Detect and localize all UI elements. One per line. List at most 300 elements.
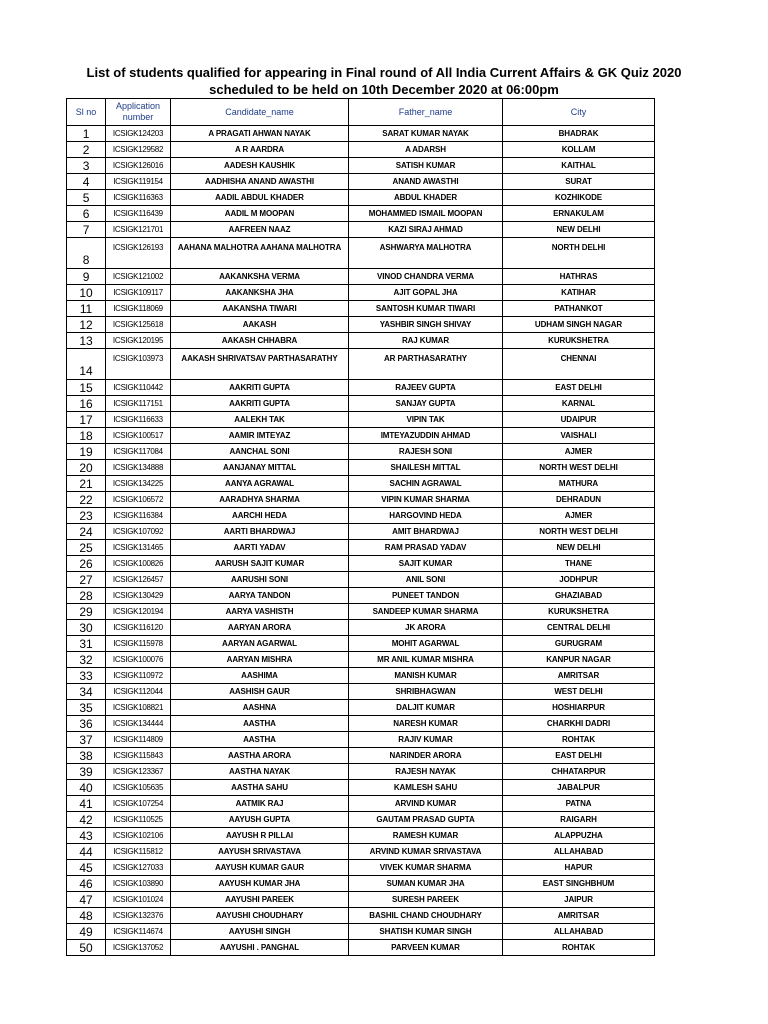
father-name-cell: MR ANIL KUMAR MISHRA: [349, 652, 503, 668]
city-cell: CHENNAI: [503, 349, 655, 380]
father-name-cell: SANTOSH KUMAR TIWARI: [349, 301, 503, 317]
father-name-cell: RAJ KUMAR: [349, 333, 503, 349]
sl-no-cell: 42: [67, 812, 106, 828]
sl-no-cell: 48: [67, 908, 106, 924]
application-number-cell: ICSIGK121002: [106, 269, 171, 285]
candidate-name-cell: AASHIMA: [171, 668, 349, 684]
city-cell: JODHPUR: [503, 572, 655, 588]
father-name-cell: ASHWARYA MALHOTRA: [349, 238, 503, 269]
father-name-cell: HARGOVIND HEDA: [349, 508, 503, 524]
father-name-cell: MANISH KUMAR: [349, 668, 503, 684]
sl-no-cell: 9: [67, 269, 106, 285]
application-number-cell: ICSIGK107254: [106, 796, 171, 812]
sl-no-cell: 16: [67, 396, 106, 412]
application-number-cell: ICSIGK105635: [106, 780, 171, 796]
father-name-cell: VIVEK KUMAR SHARMA: [349, 860, 503, 876]
candidate-name-cell: AASHNA: [171, 700, 349, 716]
father-name-cell: AJIT GOPAL JHA: [349, 285, 503, 301]
sl-no-cell: 24: [67, 524, 106, 540]
city-cell: BHADRAK: [503, 126, 655, 142]
city-cell: GURUGRAM: [503, 636, 655, 652]
candidate-name-cell: AARCHI HEDA: [171, 508, 349, 524]
table-row: [67, 238, 655, 269]
application-number-cell: ICSIGK100076: [106, 652, 171, 668]
candidate-name-cell: AARYA TANDON: [171, 588, 349, 604]
sl-no-cell: 19: [67, 444, 106, 460]
table-row: [67, 572, 655, 588]
header-application-number: Application number: [106, 99, 171, 126]
table-row: [67, 190, 655, 206]
city-cell: NORTH DELHI: [503, 238, 655, 269]
candidate-name-cell: AAYUSH KUMAR JHA: [171, 876, 349, 892]
candidate-name-cell: AANYA AGRAWAL: [171, 476, 349, 492]
father-name-cell: BASHIL CHAND CHOUDHARY: [349, 908, 503, 924]
candidate-name-cell: AASTHA: [171, 716, 349, 732]
candidate-name-cell: AAYUSH R PILLAI: [171, 828, 349, 844]
city-cell: AJMER: [503, 508, 655, 524]
father-name-cell: KAMLESH SAHU: [349, 780, 503, 796]
sl-no-cell: 18: [67, 428, 106, 444]
city-cell: DEHRADUN: [503, 492, 655, 508]
candidate-name-cell: AASHISH GAUR: [171, 684, 349, 700]
candidate-name-cell: A PRAGATI AHWAN NAYAK: [171, 126, 349, 142]
father-name-cell: ARVIND KUMAR: [349, 796, 503, 812]
table-row: [67, 508, 655, 524]
table-row: [67, 174, 655, 190]
table-row: [67, 604, 655, 620]
sl-no-cell: 5: [67, 190, 106, 206]
city-cell: NEW DELHI: [503, 540, 655, 556]
candidate-name-cell: AARYA VASHISTH: [171, 604, 349, 620]
city-cell: ROHTAK: [503, 732, 655, 748]
city-cell: ALLAHABAD: [503, 924, 655, 940]
father-name-cell: RAMESH KUMAR: [349, 828, 503, 844]
table-row: [67, 748, 655, 764]
sl-no-cell: 20: [67, 460, 106, 476]
table-row: [67, 780, 655, 796]
city-cell: PATNA: [503, 796, 655, 812]
table-row: [67, 924, 655, 940]
sl-no-cell: 43: [67, 828, 106, 844]
table-row: [67, 349, 655, 380]
father-name-cell: VINOD CHANDRA VERMA: [349, 269, 503, 285]
table-row: [67, 380, 655, 396]
table-row: [67, 460, 655, 476]
candidate-name-cell: AAHANA MALHOTRA AAHANA MALHOTRA: [171, 238, 349, 269]
city-cell: RAIGARH: [503, 812, 655, 828]
city-cell: THANE: [503, 556, 655, 572]
city-cell: AJMER: [503, 444, 655, 460]
sl-no-cell: 23: [67, 508, 106, 524]
table-row: [67, 556, 655, 572]
sl-no-cell: 11: [67, 301, 106, 317]
candidate-name-cell: AARTI YADAV: [171, 540, 349, 556]
father-name-cell: NARINDER ARORA: [349, 748, 503, 764]
sl-no-cell: 44: [67, 844, 106, 860]
application-number-cell: ICSIGK120195: [106, 333, 171, 349]
table-row: [67, 844, 655, 860]
application-number-cell: ICSIGK118069: [106, 301, 171, 317]
application-number-cell: ICSIGK110972: [106, 668, 171, 684]
table-row: [67, 396, 655, 412]
table-row: [67, 588, 655, 604]
sl-no-cell: 33: [67, 668, 106, 684]
father-name-cell: A ADARSH: [349, 142, 503, 158]
candidate-name-cell: AAYUSH SRIVASTAVA: [171, 844, 349, 860]
table-row: [67, 428, 655, 444]
father-name-cell: VIPIN TAK: [349, 412, 503, 428]
city-cell: ERNAKULAM: [503, 206, 655, 222]
father-name-cell: NARESH KUMAR: [349, 716, 503, 732]
sl-no-cell: 31: [67, 636, 106, 652]
table-body: [67, 126, 655, 956]
candidate-name-cell: AARUSH SAJIT KUMAR: [171, 556, 349, 572]
table-row: [67, 764, 655, 780]
table-row: [67, 876, 655, 892]
sl-no-cell: 27: [67, 572, 106, 588]
sl-no-cell: 45: [67, 860, 106, 876]
father-name-cell: YASHBIR SINGH SHIVAY: [349, 317, 503, 333]
sl-no-cell: 6: [67, 206, 106, 222]
application-number-cell: ICSIGK117151: [106, 396, 171, 412]
table-row: [67, 668, 655, 684]
table-row: [67, 860, 655, 876]
city-cell: SURAT: [503, 174, 655, 190]
father-name-cell: MOHAMMED ISMAIL MOOPAN: [349, 206, 503, 222]
header-candidate-name: Candidate_name: [171, 99, 349, 126]
city-cell: MATHURA: [503, 476, 655, 492]
application-number-cell: ICSIGK103890: [106, 876, 171, 892]
application-number-cell: ICSIGK129582: [106, 142, 171, 158]
father-name-cell: SHAILESH MITTAL: [349, 460, 503, 476]
candidate-name-cell: AAYUSHI . PANGHAL: [171, 940, 349, 956]
table-row: [67, 269, 655, 285]
candidate-name-cell: AARYAN ARORA: [171, 620, 349, 636]
application-number-cell: ICSIGK100517: [106, 428, 171, 444]
city-cell: NEW DELHI: [503, 222, 655, 238]
city-cell: KARNAL: [503, 396, 655, 412]
application-number-cell: ICSIGK123367: [106, 764, 171, 780]
application-number-cell: ICSIGK115978: [106, 636, 171, 652]
candidate-name-cell: AASTHA: [171, 732, 349, 748]
application-number-cell: ICSIGK126193: [106, 238, 171, 269]
father-name-cell: ABDUL KHADER: [349, 190, 503, 206]
application-number-cell: ICSIGK117084: [106, 444, 171, 460]
candidate-name-cell: AADESH KAUSHIK: [171, 158, 349, 174]
city-cell: HOSHIARPUR: [503, 700, 655, 716]
city-cell: ALAPPUZHA: [503, 828, 655, 844]
city-cell: NORTH WEST DELHI: [503, 524, 655, 540]
city-cell: NORTH WEST DELHI: [503, 460, 655, 476]
application-number-cell: ICSIGK102106: [106, 828, 171, 844]
candidate-name-cell: AAYUSHI SINGH: [171, 924, 349, 940]
application-number-cell: ICSIGK120194: [106, 604, 171, 620]
application-number-cell: ICSIGK131465: [106, 540, 171, 556]
sl-no-cell: 13: [67, 333, 106, 349]
application-number-cell: ICSIGK119154: [106, 174, 171, 190]
candidate-name-cell: AAKASH CHHABRA: [171, 333, 349, 349]
father-name-cell: PARVEEN KUMAR: [349, 940, 503, 956]
application-number-cell: ICSIGK134225: [106, 476, 171, 492]
table-row: [67, 684, 655, 700]
header-father-name: Father_name: [349, 99, 503, 126]
city-cell: CHHATARPUR: [503, 764, 655, 780]
father-name-cell: ANIL SONI: [349, 572, 503, 588]
candidate-name-cell: AAYUSHI PAREEK: [171, 892, 349, 908]
table-row: [67, 732, 655, 748]
father-name-cell: RAJESH NAYAK: [349, 764, 503, 780]
table-row: [67, 940, 655, 956]
application-number-cell: ICSIGK100826: [106, 556, 171, 572]
father-name-cell: SATISH KUMAR: [349, 158, 503, 174]
sl-no-cell: 3: [67, 158, 106, 174]
father-name-cell: SANDEEP KUMAR SHARMA: [349, 604, 503, 620]
table-row: [67, 222, 655, 238]
table-row: [67, 716, 655, 732]
candidate-name-cell: AAKANSHA TIWARI: [171, 301, 349, 317]
sl-no-cell: 35: [67, 700, 106, 716]
sl-no-cell: 14: [67, 349, 106, 380]
father-name-cell: KAZI SIRAJ AHMAD: [349, 222, 503, 238]
candidate-name-cell: AALEKH TAK: [171, 412, 349, 428]
sl-no-cell: 37: [67, 732, 106, 748]
city-cell: JAIPUR: [503, 892, 655, 908]
application-number-cell: ICSIGK134444: [106, 716, 171, 732]
sl-no-cell: 41: [67, 796, 106, 812]
father-name-cell: RAJEEV GUPTA: [349, 380, 503, 396]
application-number-cell: ICSIGK101024: [106, 892, 171, 908]
father-name-cell: SURESH PAREEK: [349, 892, 503, 908]
candidate-name-cell: AASTHA NAYAK: [171, 764, 349, 780]
sl-no-cell: 34: [67, 684, 106, 700]
candidate-name-cell: AAKANKSHA VERMA: [171, 269, 349, 285]
application-number-cell: ICSIGK112044: [106, 684, 171, 700]
sl-no-cell: 29: [67, 604, 106, 620]
table-row: [67, 908, 655, 924]
father-name-cell: SAJIT KUMAR: [349, 556, 503, 572]
application-number-cell: ICSIGK106572: [106, 492, 171, 508]
sl-no-cell: 12: [67, 317, 106, 333]
city-cell: UDHAM SINGH NAGAR: [503, 317, 655, 333]
candidate-name-cell: AAFREEN NAAZ: [171, 222, 349, 238]
city-cell: KANPUR NAGAR: [503, 652, 655, 668]
sl-no-cell: 50: [67, 940, 106, 956]
sl-no-cell: 38: [67, 748, 106, 764]
table-row: [67, 285, 655, 301]
table-row: [67, 158, 655, 174]
application-number-cell: ICSIGK126457: [106, 572, 171, 588]
sl-no-cell: 40: [67, 780, 106, 796]
table-row: [67, 636, 655, 652]
application-number-cell: ICSIGK107092: [106, 524, 171, 540]
city-cell: JABALPUR: [503, 780, 655, 796]
sl-no-cell: 2: [67, 142, 106, 158]
city-cell: EAST SINGHBHUM: [503, 876, 655, 892]
father-name-cell: GAUTAM PRASAD GUPTA: [349, 812, 503, 828]
application-number-cell: ICSIGK121701: [106, 222, 171, 238]
sl-no-cell: 28: [67, 588, 106, 604]
table-row: [67, 412, 655, 428]
father-name-cell: SANJAY GUPTA: [349, 396, 503, 412]
father-name-cell: PUNEET TANDON: [349, 588, 503, 604]
sl-no-cell: 49: [67, 924, 106, 940]
father-name-cell: SUMAN KUMAR JHA: [349, 876, 503, 892]
table-row: [67, 892, 655, 908]
application-number-cell: ICSIGK110525: [106, 812, 171, 828]
father-name-cell: JK ARORA: [349, 620, 503, 636]
city-cell: KURUKSHETRA: [503, 333, 655, 349]
application-number-cell: ICSIGK116384: [106, 508, 171, 524]
city-cell: CENTRAL DELHI: [503, 620, 655, 636]
application-number-cell: ICSIGK132376: [106, 908, 171, 924]
city-cell: KOLLAM: [503, 142, 655, 158]
table-row: [67, 524, 655, 540]
city-cell: AMRITSAR: [503, 908, 655, 924]
table-row: [67, 796, 655, 812]
table-row: [67, 476, 655, 492]
father-name-cell: SHRIBHAGWAN: [349, 684, 503, 700]
application-number-cell: ICSIGK115812: [106, 844, 171, 860]
father-name-cell: RAJIV KUMAR: [349, 732, 503, 748]
application-number-cell: ICSIGK134888: [106, 460, 171, 476]
candidate-name-cell: AASTHA SAHU: [171, 780, 349, 796]
application-number-cell: ICSIGK114674: [106, 924, 171, 940]
application-number-cell: ICSIGK116633: [106, 412, 171, 428]
sl-no-cell: 32: [67, 652, 106, 668]
table-row: [67, 700, 655, 716]
application-number-cell: ICSIGK108821: [106, 700, 171, 716]
father-name-cell: SHATISH KUMAR SINGH: [349, 924, 503, 940]
father-name-cell: SACHIN AGRAWAL: [349, 476, 503, 492]
table-row: [67, 206, 655, 222]
table-header-row: [67, 99, 655, 126]
sl-no-cell: 26: [67, 556, 106, 572]
application-number-cell: ICSIGK109117: [106, 285, 171, 301]
table-row: [67, 828, 655, 844]
city-cell: HAPUR: [503, 860, 655, 876]
city-cell: KOZHIKODE: [503, 190, 655, 206]
father-name-cell: RAJESH SONI: [349, 444, 503, 460]
candidate-name-cell: AARUSHI SONI: [171, 572, 349, 588]
city-cell: KAITHAL: [503, 158, 655, 174]
application-number-cell: ICSIGK124203: [106, 126, 171, 142]
city-cell: ROHTAK: [503, 940, 655, 956]
sl-no-cell: 17: [67, 412, 106, 428]
candidate-name-cell: AARADHYA SHARMA: [171, 492, 349, 508]
table-row: [67, 620, 655, 636]
candidate-name-cell: AAKRITI GUPTA: [171, 380, 349, 396]
sl-no-cell: 4: [67, 174, 106, 190]
table-row: [67, 317, 655, 333]
candidate-name-cell: AAMIR IMTEYAZ: [171, 428, 349, 444]
table-row: [67, 333, 655, 349]
sl-no-cell: 39: [67, 764, 106, 780]
city-cell: EAST DELHI: [503, 380, 655, 396]
application-number-cell: ICSIGK114809: [106, 732, 171, 748]
application-number-cell: ICSIGK110442: [106, 380, 171, 396]
candidate-name-cell: AANCHAL SONI: [171, 444, 349, 460]
application-number-cell: ICSIGK137052: [106, 940, 171, 956]
application-number-cell: ICSIGK127033: [106, 860, 171, 876]
city-cell: PATHANKOT: [503, 301, 655, 317]
sl-no-cell: 22: [67, 492, 106, 508]
sl-no-cell: 7: [67, 222, 106, 238]
sl-no-cell: 25: [67, 540, 106, 556]
candidate-name-cell: AAYUSH GUPTA: [171, 812, 349, 828]
application-number-cell: ICSIGK130429: [106, 588, 171, 604]
city-cell: HATHRAS: [503, 269, 655, 285]
sl-no-cell: 30: [67, 620, 106, 636]
table-row: [67, 142, 655, 158]
city-cell: EAST DELHI: [503, 748, 655, 764]
father-name-cell: ANAND AWASTHI: [349, 174, 503, 190]
table-row: [67, 126, 655, 142]
title-line-1: List of students qualified for appearing in Final round of All India Current Affairs & GK Quiz 2020: [86, 65, 682, 80]
application-number-cell: ICSIGK116363: [106, 190, 171, 206]
father-name-cell: DALJIT KUMAR: [349, 700, 503, 716]
candidate-name-cell: AADIL ABDUL KHADER: [171, 190, 349, 206]
candidate-name-cell: AANJANAY MITTAL: [171, 460, 349, 476]
candidate-name-cell: AARYAN MISHRA: [171, 652, 349, 668]
application-number-cell: ICSIGK126016: [106, 158, 171, 174]
father-name-cell: VIPIN KUMAR SHARMA: [349, 492, 503, 508]
father-name-cell: RAM PRASAD YADAV: [349, 540, 503, 556]
father-name-cell: ARVIND KUMAR SRIVASTAVA: [349, 844, 503, 860]
candidate-name-cell: AAYUSH KUMAR GAUR: [171, 860, 349, 876]
candidate-name-cell: AAKASH: [171, 317, 349, 333]
table-row: [67, 301, 655, 317]
father-name-cell: AR PARTHASARATHY: [349, 349, 503, 380]
city-cell: UDAIPUR: [503, 412, 655, 428]
candidate-name-cell: AARTI BHARDWAJ: [171, 524, 349, 540]
city-cell: AMRITSAR: [503, 668, 655, 684]
table-row: [67, 540, 655, 556]
candidate-name-cell: AAKASH SHRIVATSAV PARTHASARATHY: [171, 349, 349, 380]
father-name-cell: SARAT KUMAR NAYAK: [349, 126, 503, 142]
table-row: [67, 652, 655, 668]
candidate-name-cell: AAKRITI GUPTA: [171, 396, 349, 412]
sl-no-cell: 36: [67, 716, 106, 732]
candidate-name-cell: AATMIK RAJ: [171, 796, 349, 812]
candidate-name-cell: AAKANKSHA JHA: [171, 285, 349, 301]
application-number-cell: ICSIGK116120: [106, 620, 171, 636]
sl-no-cell: 10: [67, 285, 106, 301]
sl-no-cell: 46: [67, 876, 106, 892]
city-cell: KURUKSHETRA: [503, 604, 655, 620]
city-cell: VAISHALI: [503, 428, 655, 444]
candidate-name-cell: AARYAN AGARWAL: [171, 636, 349, 652]
students-table: [66, 98, 655, 956]
city-cell: GHAZIABAD: [503, 588, 655, 604]
father-name-cell: AMIT BHARDWAJ: [349, 524, 503, 540]
sl-no-cell: 21: [67, 476, 106, 492]
application-number-cell: ICSIGK115843: [106, 748, 171, 764]
application-number-cell: ICSIGK125618: [106, 317, 171, 333]
city-cell: CHARKHI DADRI: [503, 716, 655, 732]
table-row: [67, 812, 655, 828]
header-sl-no: Sl no: [67, 99, 106, 126]
city-cell: KATIHAR: [503, 285, 655, 301]
candidate-name-cell: A R AARDRA: [171, 142, 349, 158]
candidate-name-cell: AASTHA ARORA: [171, 748, 349, 764]
table-row: [67, 492, 655, 508]
candidate-name-cell: AAYUSHI CHOUDHARY: [171, 908, 349, 924]
candidate-name-cell: AADHISHA ANAND AWASTHI: [171, 174, 349, 190]
title-line-2: scheduled to be held on 10th December 2020 at 06:00pm: [209, 82, 559, 97]
sl-no-cell: 47: [67, 892, 106, 908]
header-city: City: [503, 99, 655, 126]
sl-no-cell: 8: [67, 238, 106, 269]
